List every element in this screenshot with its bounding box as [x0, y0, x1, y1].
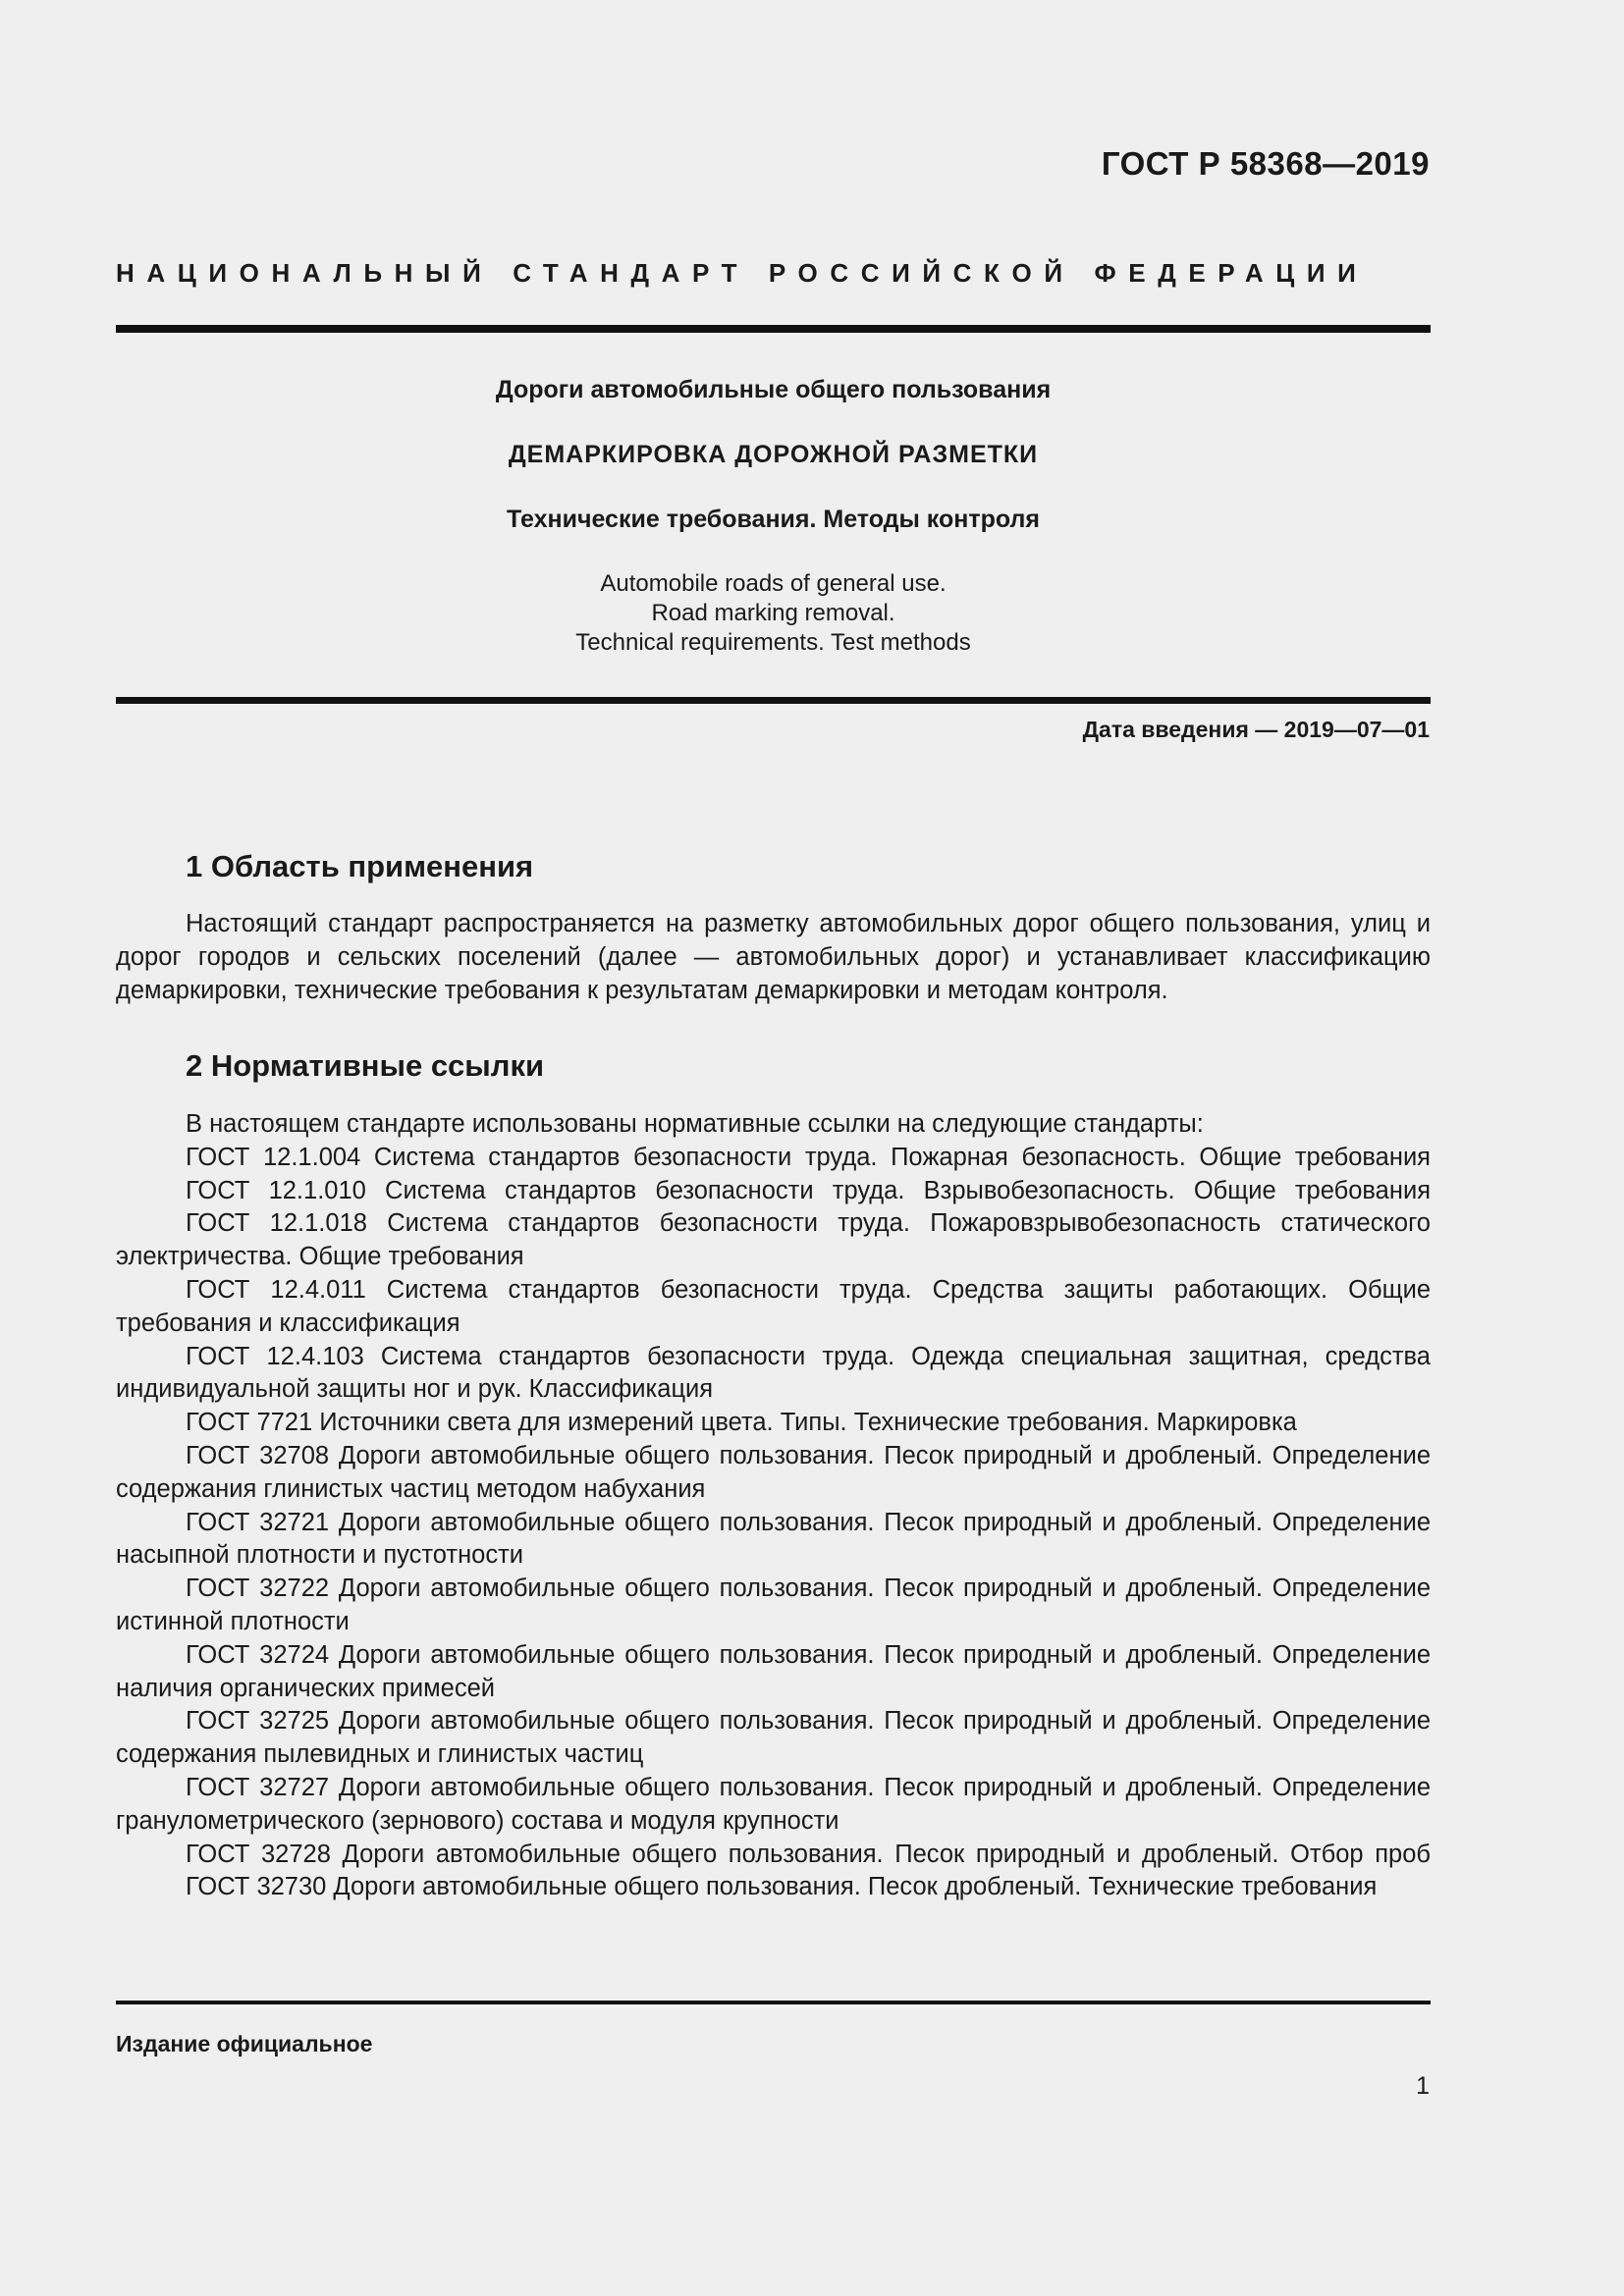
section-2-heading: 2 Нормативные ссылки	[186, 1048, 545, 1083]
national-standard-banner: НАЦИОНАЛЬНЫЙ СТАНДАРТ РОССИЙСКОЙ ФЕДЕРАЦИИ	[116, 258, 1369, 288]
reference-item: ГОСТ 12.1.010 Система стандартов безопасности труда. Взрывобезопасность. Общие требования	[186, 1176, 1431, 1204]
reference-item: ГОСТ 7721 Источники света для измерений цвета. Типы. Технические требования. Маркировка	[186, 1409, 1297, 1437]
section-1-body	[116, 908, 1431, 1007]
introduction-date: Дата введения — 2019—07—01	[1082, 717, 1430, 742]
reference-item: ГОСТ 32721 Дороги автомобильные общего пользования. Песок природный и дробленый. Определение насыпной плотности и пустотности	[116, 1508, 1431, 1570]
english-title	[116, 569, 1431, 658]
english-title-line: Road marking removal.	[651, 600, 895, 626]
section-1-paragraph: Настоящий стандарт распространяется на разметку автомобильных дорог общего пользования, улиц и дорог городов и сельских поселений (далее — автомобильных дорог) и устанавливает классификацию демаркировки, технические требования к результатам демаркировки и методам контроля.	[116, 910, 1431, 1004]
title-line-2: ДЕМАРКИРОВКА ДОРОЖНОЙ РАЗМЕТКИ	[508, 441, 1039, 468]
title-line-1: Дороги автомобильные общего пользования	[495, 376, 1052, 403]
reference-item: ГОСТ 12.1.018 Система стандартов безопасности труда. Пожаровзрывобезопасность статического электричества. Общие требования	[116, 1209, 1431, 1271]
reference-item: ГОСТ 32708 Дороги автомобильные общего пользования. Песок природный и дробленый. Определение содержания глинистых частиц методом набухания	[116, 1441, 1431, 1503]
english-title-line: Technical requirements. Test methods	[575, 629, 971, 656]
reference-item: ГОСТ 12.1.004 Система стандартов безопасности труда. Пожарная безопасность. Общие требования	[186, 1143, 1431, 1171]
footer-rule	[116, 2001, 1431, 2004]
edition-label: Издание официальное	[116, 2031, 373, 2056]
section-2-intro: В настоящем стандарте использованы нормативные ссылки на следующие стандарты:	[186, 1110, 1204, 1138]
reference-item: ГОСТ 32727 Дороги автомобильные общего пользования. Песок природный и дробленый. Определение гранулометрического (зернового) состава и модуля крупности	[116, 1773, 1431, 1835]
page-number: 1	[1416, 2072, 1430, 2100]
section-1-heading: 1 Область применения	[186, 849, 534, 883]
reference-item: ГОСТ 32728 Дороги автомобильные общего пользования. Песок природный и дробленый. Отбор проб	[186, 1840, 1431, 1868]
reference-item: ГОСТ 12.4.011 Система стандартов безопасности труда. Средства защиты работающих. Общие требования и классификация	[116, 1275, 1431, 1337]
section-2-body	[116, 1108, 1431, 1904]
document-code: ГОСТ Р 58368—2019	[1101, 145, 1430, 182]
english-title-line: Automobile roads of general use.	[600, 570, 947, 597]
top-rule	[116, 325, 1431, 333]
title-line-3: Технические требования. Методы контроля	[507, 506, 1040, 533]
reference-item: ГОСТ 32722 Дороги автомобильные общего пользования. Песок природный и дробленый. Определение истинной плотности	[116, 1575, 1431, 1635]
title-bottom-rule	[116, 697, 1431, 704]
reference-item: ГОСТ 32724 Дороги автомобильные общего пользования. Песок природный и дробленый. Определение наличия органических примесей	[116, 1640, 1431, 1702]
reference-item: ГОСТ 32725 Дороги автомобильные общего пользования. Песок природный и дробленый. Определение содержания пылевидных и глинистых частиц	[116, 1707, 1431, 1769]
reference-item: ГОСТ 32730 Дороги автомобильные общего пользования. Песок дробленый. Технические требования	[186, 1873, 1378, 1901]
reference-item: ГОСТ 12.4.103 Система стандартов безопасности труда. Одежда специальная защитная, средства индивидуальной защиты ног и рук. Классификация	[116, 1342, 1431, 1404]
